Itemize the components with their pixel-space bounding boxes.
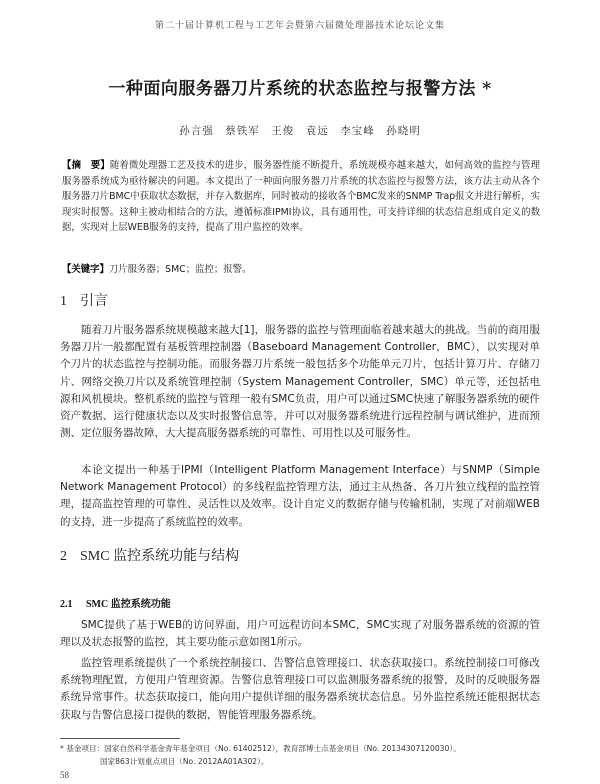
subsection-title: SMC 监控系统功能: [86, 599, 171, 610]
abstract: [62, 158, 540, 236]
keywords-label: 【关键字】: [62, 264, 109, 275]
paragraph: SMC提供了基于WEB的访问界面，用户可远程访问本SMC，SMC实现了对服务器系统的资源的管理以及状态报警的监控，其主要功能示意如图1所示。: [60, 619, 540, 649]
page-number: 58: [60, 770, 69, 780]
keywords-text: 刀片服务器；SMC；监控；报警。: [108, 264, 252, 275]
paragraph: 随着刀片服务器系统规模越来越大[1]，服务器的监控与管理面临着越来越大的挑战。当前的商用服务器刀片一般都配置有基板管理控制器（Baseboard Management Controller，BMC），以实现对单个刀片的状态监控与控制功能。而服务器刀片系统一般包括多个功能单元刀片，包括计算刀片、存储刀片、网络交换刀片以及系统管理控制（System Management Controller，SMC）单元等，还包括电源和风机模块。整机系统的监控与管理一般有SMC负责，用户可以通过SMC快速了解服务器系统的硬件资产数据、运行健康状态以及实时报警信息等，并可以对服务器系统进行远程控制与调试维护，进而预测、定位服务器故障，大大提高服务器系统的可靠性、可用性以及可服务性。: [60, 324, 540, 440]
abstract-label: 【摘 要】: [62, 160, 110, 171]
footnote: 国家863计划重点项目（No. 2012AA01A302）。: [100, 757, 269, 766]
footnote: * 基金项目：国家自然科学基金青年基金项目（No. 61402512），教育部博士点基金项目（No. 20134307120030）。: [60, 744, 461, 753]
section-number: 2: [60, 549, 67, 564]
section-heading-intro: [60, 290, 108, 310]
section-title: SMC 监控系统功能与结构: [80, 549, 240, 564]
paragraph: 本论文提出一种基于IPMI（Intelligent Platform Management Interface）与SNMP（Simple Network Management Protocol）的多线程监控管理方法，通过主从热备、各刀片独立线程的监控管理，提高监控管理的可靠性、灵活性以及效率。设计自定义的数据存储与传输机制，实现了对前端WEB的支持，进一步提高了系统监控的效率。: [60, 464, 540, 528]
subsection-heading: [60, 595, 171, 610]
section-heading-smc: [60, 545, 239, 565]
section-title: 引言: [80, 294, 108, 309]
subsection-number: 2.1: [60, 599, 73, 610]
paragraph: 监控管理系统提供了一个系统控制接口、告警信息管理接口、状态获取接口。系统控制接口可修改系统物理配置，方便用户管理资源。告警信息管理接口可以监测服务器系统的报警，及时的反映服务器系统异常事件。状态获取接口，能向用户提供详细的服务器系统状态信息。另外监控系统还能根据状态获取与告警信息接口提供的数据，智能管理服务器系统。: [60, 657, 540, 721]
section-number: 1: [60, 294, 67, 309]
paper-title: 一种面向服务器刀片系统的状态监控与报警方法 *: [108, 79, 492, 99]
author-list: 孙言强 蔡铁军 王俊 袁远 李宝峰 孙晓明: [179, 125, 421, 137]
footnote-divider: [60, 738, 180, 739]
running-header: 第二十届计算机工程与工艺年会暨第六届微处理器技术论坛论文集: [154, 21, 445, 31]
abstract-text: 随着微处理器工艺及技术的进步，服务器性能不断提升，系统规模亦越来越大，如何高效的监控与管理服务器系统成为亟待解决的问题。本文提出了一种面向服务器刀片系统的状态监控与报警方法，该方法主动从各个服务器刀片BMC中获取状态数据，并存入数据库，同时被动的接收各个BMC发来的SNMP Trap报文并进行解析，实现实时报警。这种主被动相结合的方法，遵循标准IPMI协议，具有通用性，可支持详细的状态信息组成自定义的数据，实现对上层WEB服务的支持，提高了用户监控的效率。: [62, 160, 540, 233]
keywords: [62, 262, 540, 277]
